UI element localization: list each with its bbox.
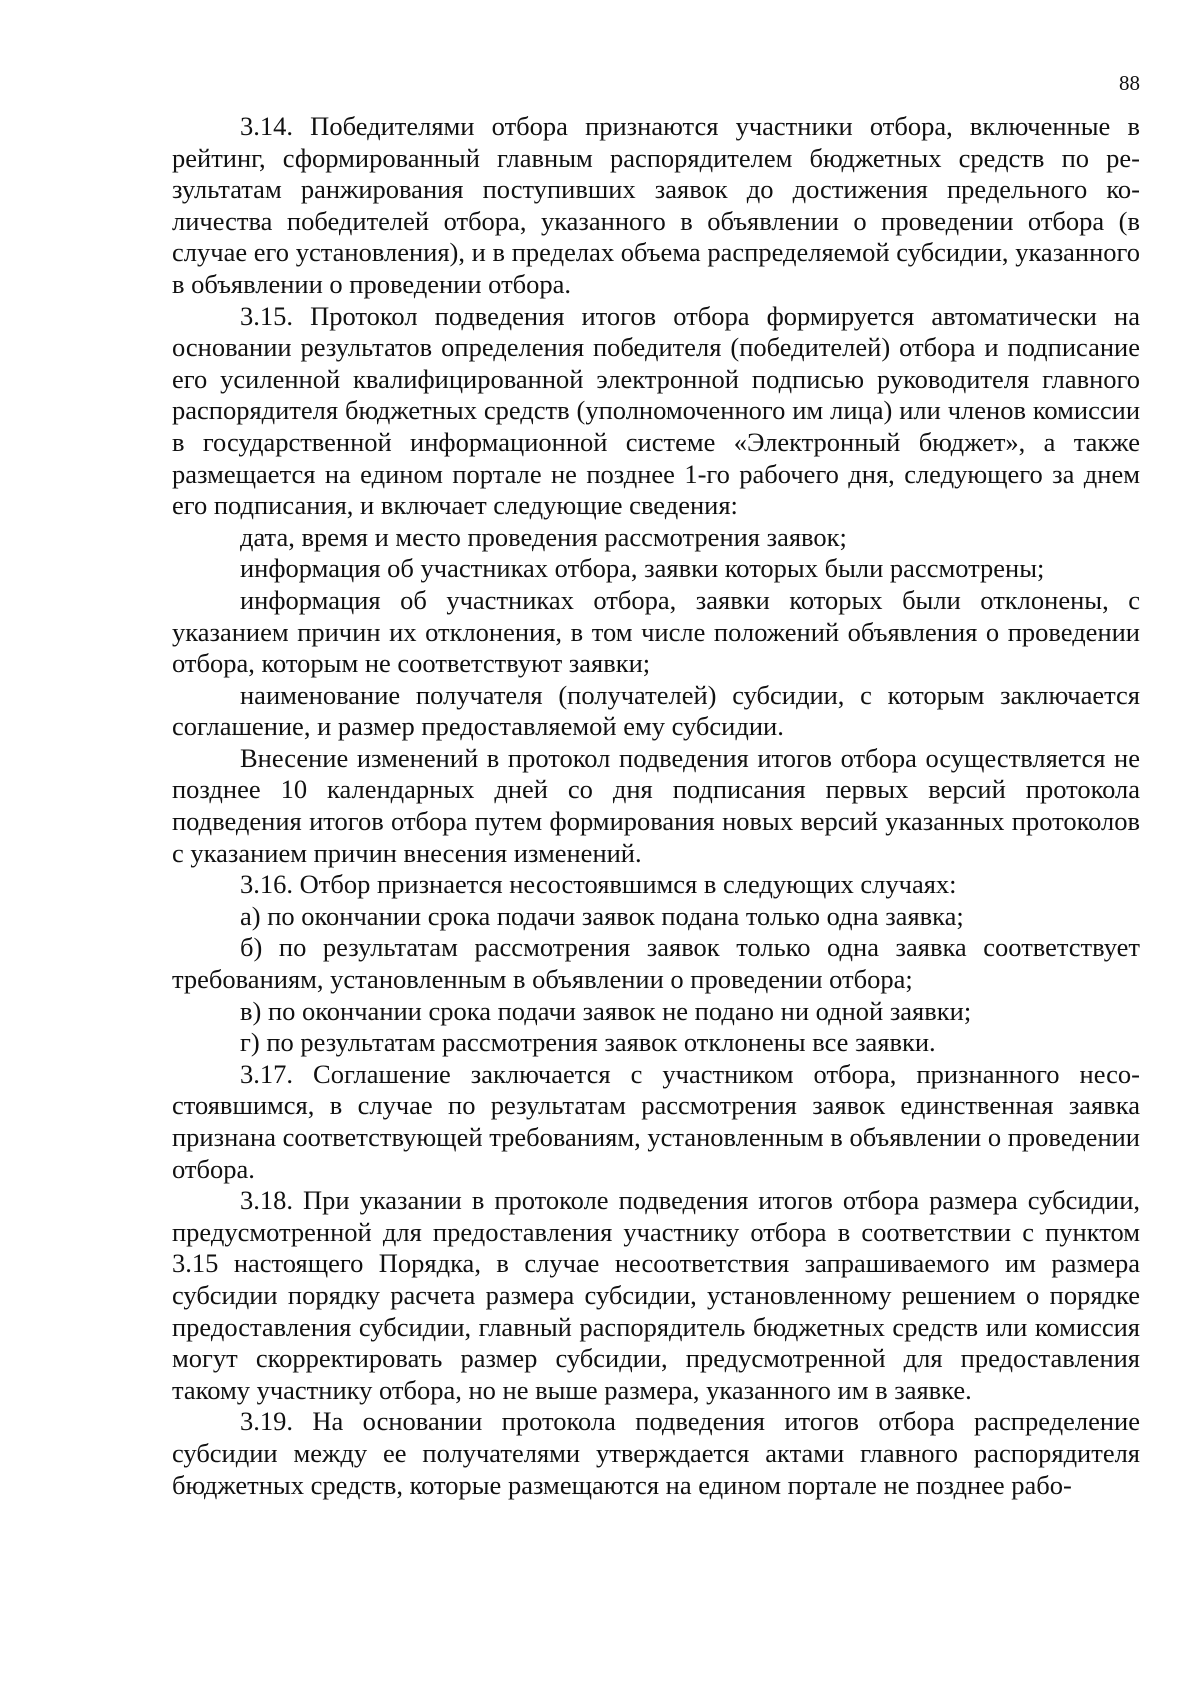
clause-3-16-item-b: б) по результатам рассмотрения заявок только одна заявка соответствует требованиям, установленным в объявлении о проведении отбора; — [172, 932, 1140, 995]
clause-3-15-item-date: дата, время и место проведения рассмотрения заявок; — [240, 521, 847, 552]
clause-3-15-item-rejected: информация об участниках отбора, заявки которых были отклонены, с указанием причин их отклонения, в том числе положений объявления о проведении отбора, которым не соответствуют заявки; — [172, 584, 1140, 679]
clause-3-16-item-v: в) по окончании срока подачи заявок не подано ни одной заявки; — [240, 995, 972, 1026]
clause-3-16-item-a: а) по окончании срока подачи заявок подана только одна заявка; — [240, 900, 964, 931]
clause-3-16-item-g: г) по результатам рассмотрения заявок отклонены все заявки. — [240, 1027, 936, 1058]
clause-3-16: 3.16. Отбор признается несостоявшимся в следующих случаях: — [240, 869, 957, 900]
clause-3-19: 3.19. На основании протокола подведения итогов отбора распределение субсидии между ее получателями утверждается актами главного распорядителя бюджетных средств, которые размещаются на едином портале не позднее рабо- — [172, 1406, 1140, 1500]
clause-3-18: 3.18. При указании в протоколе подведения итогов отбора размера субсидии, предусмотренной для предоставления участнику отбора в соответствии с пунктом 3.15 настоящего Порядка, в случае несоответствия запрашиваемого им размера субсидии порядку расчета размера субсидии, установленному решением о порядке предоставления субсидии, главный распорядитель бюджетных средств или комиссия могут скорректировать размер субсидии, предусмотренной для предоставления такому участнику отбора, но не выше размера, указанного им в заявке. — [172, 1185, 1140, 1405]
clause-3-17: 3.17. Соглашение заключается с участником отбора, признанного несостоявшимся, в случае по результатам рассмотрения заявок единственная заявка признана соответствующей требованиям, установленным в объявлении о проведении отбора. — [172, 1058, 1140, 1184]
document-body — [172, 111, 1140, 1501]
clause-3-15-amendments: Внесение изменений в протокол подведения итогов отбора осуществляется не позднее 10 календарных дней со дня подписания первых версий протокола подведения итогов отбора путем формирования новых версий указанных протоколов с указанием причин внесения изменений. — [172, 742, 1140, 868]
clause-3-15-item-recipient: наименование получателя (получателей) субсидии, с которым заключается соглашение, и размер предоставляемой ему субсидии. — [172, 679, 1140, 742]
clause-3-15: 3.15. Протокол подведения итогов отбора формируется автоматически на основании результатов определения победителя (победителей) отбора и подписание его усиленной квалифицированной электронной подписью руководителя главного распорядителя бюджетных средств (уполномоченного им лица) или членов комиссии в государственной информационной системе «Электронный бюджет», а также размещается на едином портале не позднее 1-го рабочего дня, следующего за днем его подписания, и включает следующие сведения: — [172, 300, 1140, 521]
page-number: 88 — [1119, 71, 1140, 95]
clause-3-14: 3.14. Победителями отбора признаются участники отбора, включенные в рейтинг, сформированный главным распорядителем бюджетных средств по результатам ранжирования поступивших заявок до достижения предельного количества победителей отбора, указанного в объявлении о проведении отбора (в случае его установления), и в пределах объема распределяемой субсидии, указанного в объявлении о проведении отбора. — [172, 111, 1140, 299]
clause-3-15-item-reviewed: информация об участниках отбора, заявки которых были рассмотрены; — [240, 553, 1045, 584]
